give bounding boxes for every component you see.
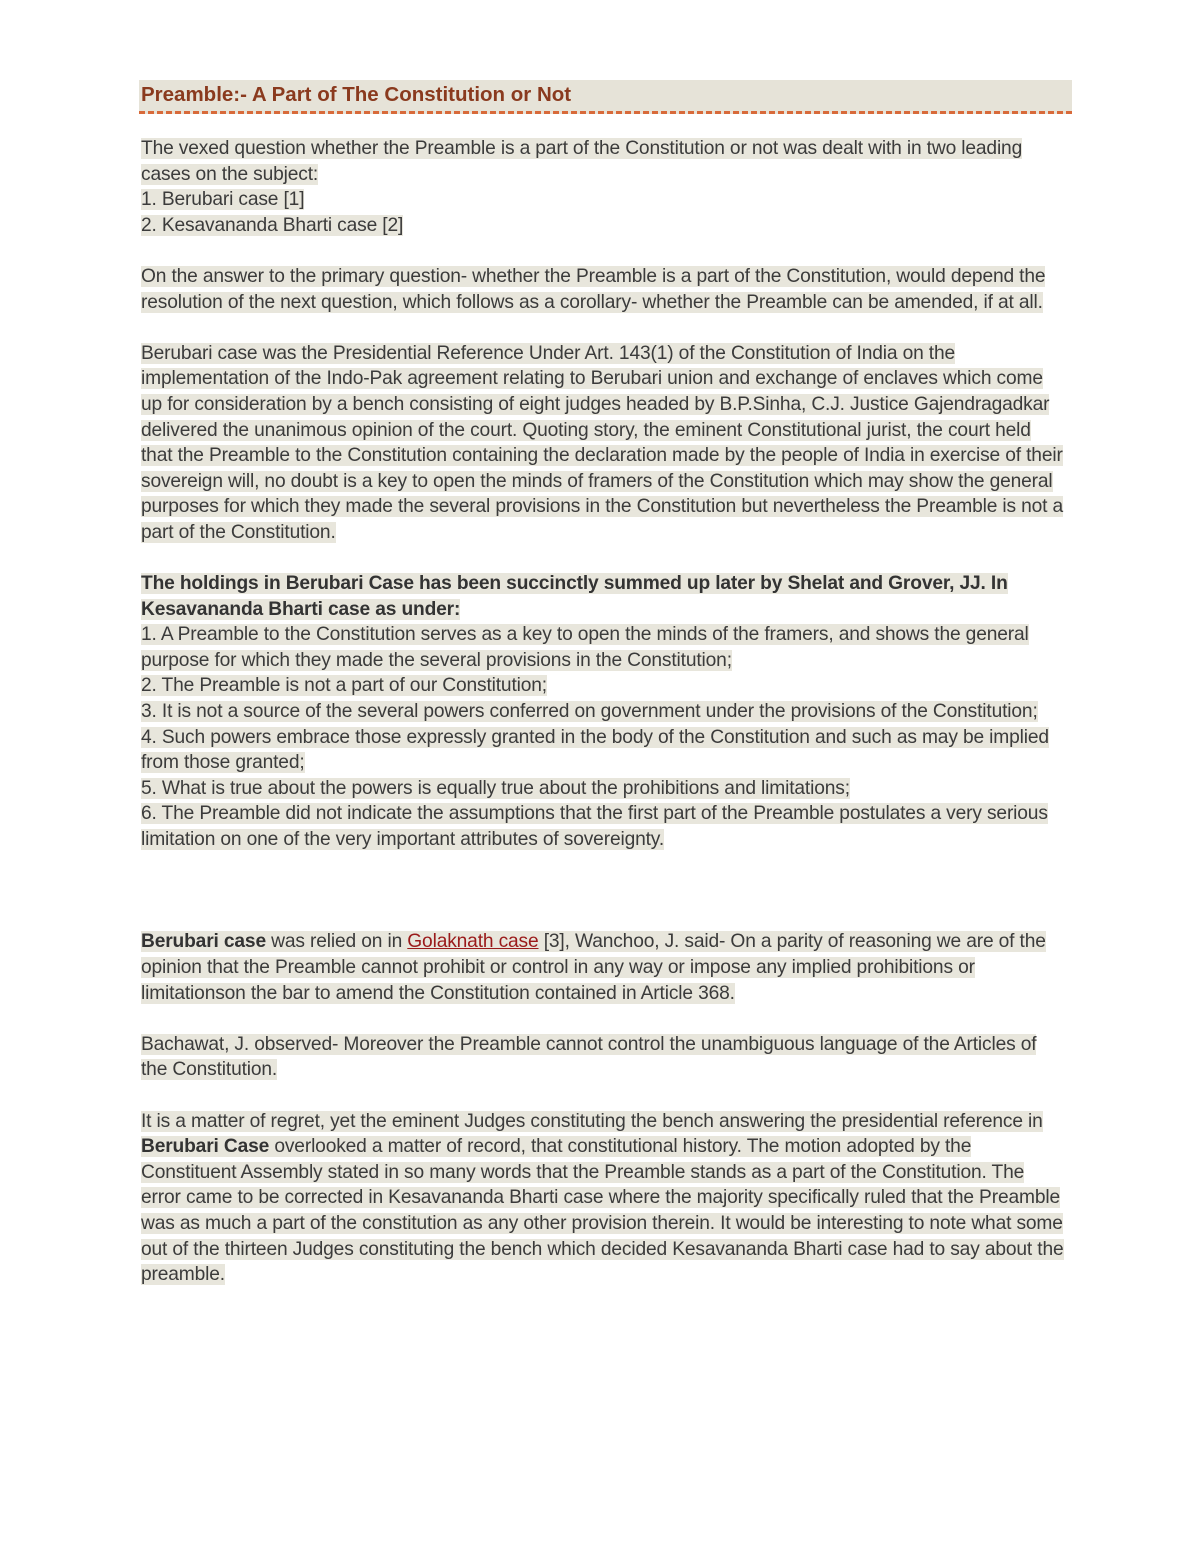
regret-text-after: overlooked a matter of record, that constitutional history. The motion adopted by the Constituent Assembly stated in so many words that the Preamble stands as a part of the Constitution. The error came to be corrected in Kesavananda Bharti case where the majority specifically ruled that the Preamble was as much a part of the constitution as any other provision therein. It would be interesting to note what some out of the thirteen Judges constituting the bench which decided Kesavananda Bharti case had to say about the preamble. xyxy=(141,1136,1064,1286)
berubari-paragraph xyxy=(141,341,1066,546)
regret-paragraph xyxy=(141,1109,1066,1288)
golaknath-case-link[interactable]: Golaknath case xyxy=(407,931,539,953)
primary-question-paragraph xyxy=(141,264,1066,315)
holding-item: 3. It is not a source of the several powers conferred on government under the provisions of the Constitution; xyxy=(141,701,1038,723)
berubari-case-bold: Berubari Case xyxy=(141,1136,270,1158)
paragraph-spacer xyxy=(141,315,1066,341)
holding-item: 4. Such powers embrace those expressly granted in the body of the Constitution and such as may be implied from those granted; xyxy=(141,726,1049,774)
case-list-item: 1. Berubari case [1] xyxy=(141,189,305,211)
paragraph-spacer xyxy=(141,1006,1066,1032)
intro-line: The vexed question whether the Preamble is a part of the Constitution or not was dealt with in two leading cases on the subject: xyxy=(141,138,1023,185)
article-content xyxy=(141,80,1066,1288)
holdings-section xyxy=(141,571,1066,853)
golaknath-text-after: [3], Wanchoo, J. said- On a parity of reasoning we are of the opinion that the Preamble cannot prohibit or control in any way or impose any implied prohibitions or limitationson the bar to amend the Constitution contained in Article 368. xyxy=(141,931,1046,1004)
case-list-item: 2. Kesavananda Bharti case [2] xyxy=(141,214,404,236)
intro-paragraph xyxy=(141,136,1066,238)
berubari-case-bold: Berubari case xyxy=(141,931,266,953)
article-body xyxy=(141,136,1066,1288)
paragraph-spacer xyxy=(141,546,1066,572)
holding-item: 1. A Preamble to the Constitution serves as a key to open the minds of the framers, and shows the general purpose for which they made the several provisions in the Constitution; xyxy=(141,624,1029,671)
paragraph-spacer xyxy=(141,1083,1066,1109)
golaknath-text-before: was relied on in xyxy=(265,931,408,953)
page-title: Preamble:- A Part of The Constitution or Not xyxy=(141,83,572,106)
paragraph-spacer xyxy=(141,904,1066,930)
holding-item: 2. The Preamble is not a part of our Constitution; xyxy=(141,675,547,697)
primary-question-text: On the answer to the primary question- whether the Preamble is a part of the Constitution, would depend the resolution of the next question, which follows as a corollary- whether the Preamble can be amended, if at all. xyxy=(141,265,1046,313)
golaknath-paragraph xyxy=(141,929,1066,1006)
paragraph-spacer xyxy=(141,853,1066,904)
bachawat-text: Bachawat, J. observed- Moreover the Preamble cannot control the unambiguous language of the Articles of the Constitution. xyxy=(141,1033,1037,1081)
paragraph-spacer xyxy=(141,238,1066,264)
holding-item: 5. What is true about the powers is equally true about the prohibitions and limitations; xyxy=(141,777,850,799)
berubari-text: Berubari case was the Presidential Reference Under Art. 143(1) of the Constitution of India on the implementation of the Indo-Pak agreement relating to Berubari union and exchange of enclaves which come up for consideration by a bench consisting of eight judges headed by B.P.Sinha, C.J. Justice Gajendragadkar delivered the unanimous opinion of the court. Quoting story, the eminent Constitutional jurist, the court held that the Preamble to the Constitution containing the declaration made by the people of India in exercise of their sovereign will, no doubt is a key to open the minds of framers of the Constitution which may show the general purposes for which they made the several provisions in the Constitution but nevertheless the Preamble is not a part of the Constitution. xyxy=(141,342,1064,543)
holding-item: 6. The Preamble did not indicate the assumptions that the first part of the Preamble postulates a very serious limitation on one of the very important attributes of sovereignty. xyxy=(141,803,1048,851)
regret-text-before: It is a matter of regret, yet the eminent Judges constituting the bench answering the presidential reference in xyxy=(141,1110,1043,1132)
holdings-heading: The holdings in Berubari Case has been succinctly summed up later by Shelat and Grover, JJ. In Kesavananda Bharti case as under: xyxy=(141,573,1008,620)
title-bar xyxy=(139,80,1072,114)
bachawat-paragraph xyxy=(141,1032,1066,1083)
